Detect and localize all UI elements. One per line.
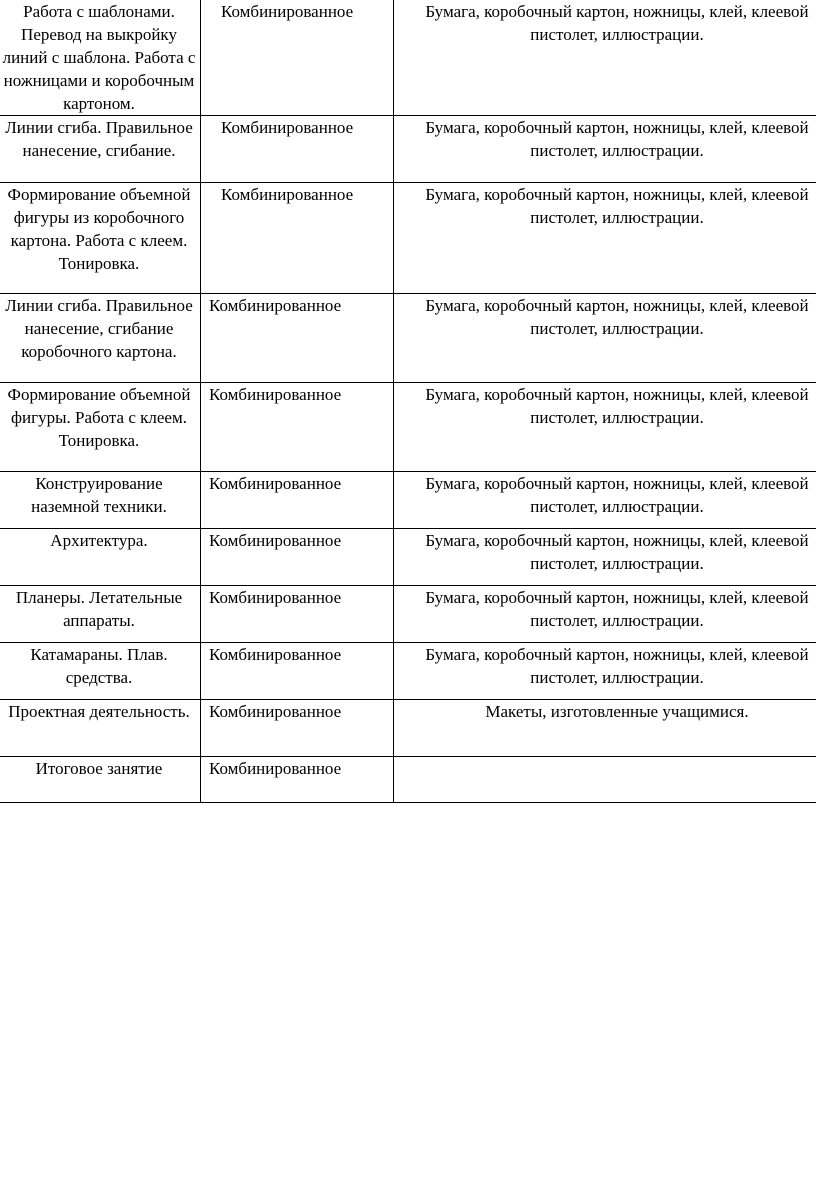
materials-cell [394, 757, 816, 803]
materials-text: Бумага, коробочный картон, ножницы, клей, клеевой пистолет, иллюстрации. [425, 588, 809, 630]
materials-text: Бумага, коробочный картон, ножницы, клей, клеевой пистолет, иллюстрации. [425, 474, 809, 516]
form-text: Комбинированное [209, 702, 342, 721]
materials-cell [394, 643, 816, 700]
topic-text: Конструирование наземной техники. [31, 474, 167, 516]
form-text: Комбинированное [209, 531, 342, 550]
topic-text: Архитектура. [50, 531, 148, 550]
table-row [0, 586, 816, 643]
topic-text: Формирование объемной фигуры из коробочного картона. Работа с клеем. Тонировка. [7, 185, 191, 273]
form-text: Комбинированное [209, 474, 342, 493]
materials-text: Бумага, коробочный картон, ножницы, клей, клеевой пистолет, иллюстрации. [425, 385, 809, 427]
topic-cell [0, 643, 201, 700]
materials-cell [394, 586, 816, 643]
table-row [0, 0, 816, 116]
form-cell [201, 757, 394, 803]
materials-cell [394, 0, 816, 116]
form-text: Комбинированное [209, 296, 342, 315]
topic-text: Формирование объемной фигуры. Работа с клеем. Тонировка. [7, 385, 191, 450]
form-text: Комбинированное [221, 118, 354, 137]
form-cell [201, 529, 394, 586]
materials-text: Бумага, коробочный картон, ножницы, клей, клеевой пистолет, иллюстрации. [425, 185, 809, 227]
materials-cell [394, 116, 816, 183]
form-cell [201, 0, 394, 116]
topic-cell [0, 116, 201, 183]
topic-text: Планеры. Летательные аппараты. [15, 588, 183, 630]
materials-cell [394, 472, 816, 529]
topic-cell [0, 586, 201, 643]
form-text: Комбинированное [209, 588, 342, 607]
materials-cell [394, 529, 816, 586]
topic-text: Линии сгиба. Правильное нанесение, сгибание. [5, 118, 193, 160]
table-row [0, 383, 816, 472]
materials-text: Макеты, изготовленные учащимися. [485, 702, 749, 721]
materials-text: Бумага, коробочный картон, ножницы, клей, клеевой пистолет, иллюстрации. [425, 645, 809, 687]
form-cell [201, 294, 394, 383]
topic-cell [0, 472, 201, 529]
materials-text: Бумага, коробочный картон, ножницы, клей, клеевой пистолет, иллюстрации. [425, 2, 809, 44]
topic-cell [0, 757, 201, 803]
topic-text: Катамараны. Плав. средства. [30, 645, 168, 687]
form-cell [201, 643, 394, 700]
table-row [0, 700, 816, 757]
materials-cell [394, 700, 816, 757]
topic-cell [0, 0, 201, 116]
materials-text: Бумага, коробочный картон, ножницы, клей, клеевой пистолет, иллюстрации. [425, 296, 809, 338]
table-row [0, 643, 816, 700]
topic-text: Линии сгиба. Правильное нанесение, сгибание коробочного картона. [5, 296, 193, 361]
materials-text: Бумага, коробочный картон, ножницы, клей, клеевой пистолет, иллюстрации. [425, 531, 809, 573]
form-cell [201, 586, 394, 643]
form-cell [201, 700, 394, 757]
materials-cell [394, 383, 816, 472]
topic-text: Итоговое занятие [35, 759, 163, 778]
table-row [0, 294, 816, 383]
materials-cell [394, 183, 816, 294]
materials-cell [394, 294, 816, 383]
form-text: Комбинированное [221, 2, 354, 21]
form-cell [201, 183, 394, 294]
form-text: Комбинированное [221, 185, 354, 204]
form-cell [201, 383, 394, 472]
topic-text: Проектная деятельность. [8, 702, 190, 721]
materials-text: Бумага, коробочный картон, ножницы, клей, клеевой пистолет, иллюстрации. [425, 118, 809, 160]
form-text: Комбинированное [209, 385, 342, 404]
form-cell [201, 472, 394, 529]
table-row [0, 757, 816, 803]
table-row [0, 472, 816, 529]
table-row [0, 529, 816, 586]
form-text: Комбинированное [209, 759, 342, 778]
topic-cell [0, 529, 201, 586]
topic-text: Работа с шаблонами. Перевод на выкройку линий с шаблона. Работа с ножницами и коробочным картоном. [2, 2, 196, 113]
topic-cell [0, 183, 201, 294]
table-row [0, 183, 816, 294]
form-text: Комбинированное [209, 645, 342, 664]
topic-cell [0, 294, 201, 383]
topic-cell [0, 383, 201, 472]
table-row [0, 116, 816, 183]
topic-cell [0, 700, 201, 757]
form-cell [201, 116, 394, 183]
